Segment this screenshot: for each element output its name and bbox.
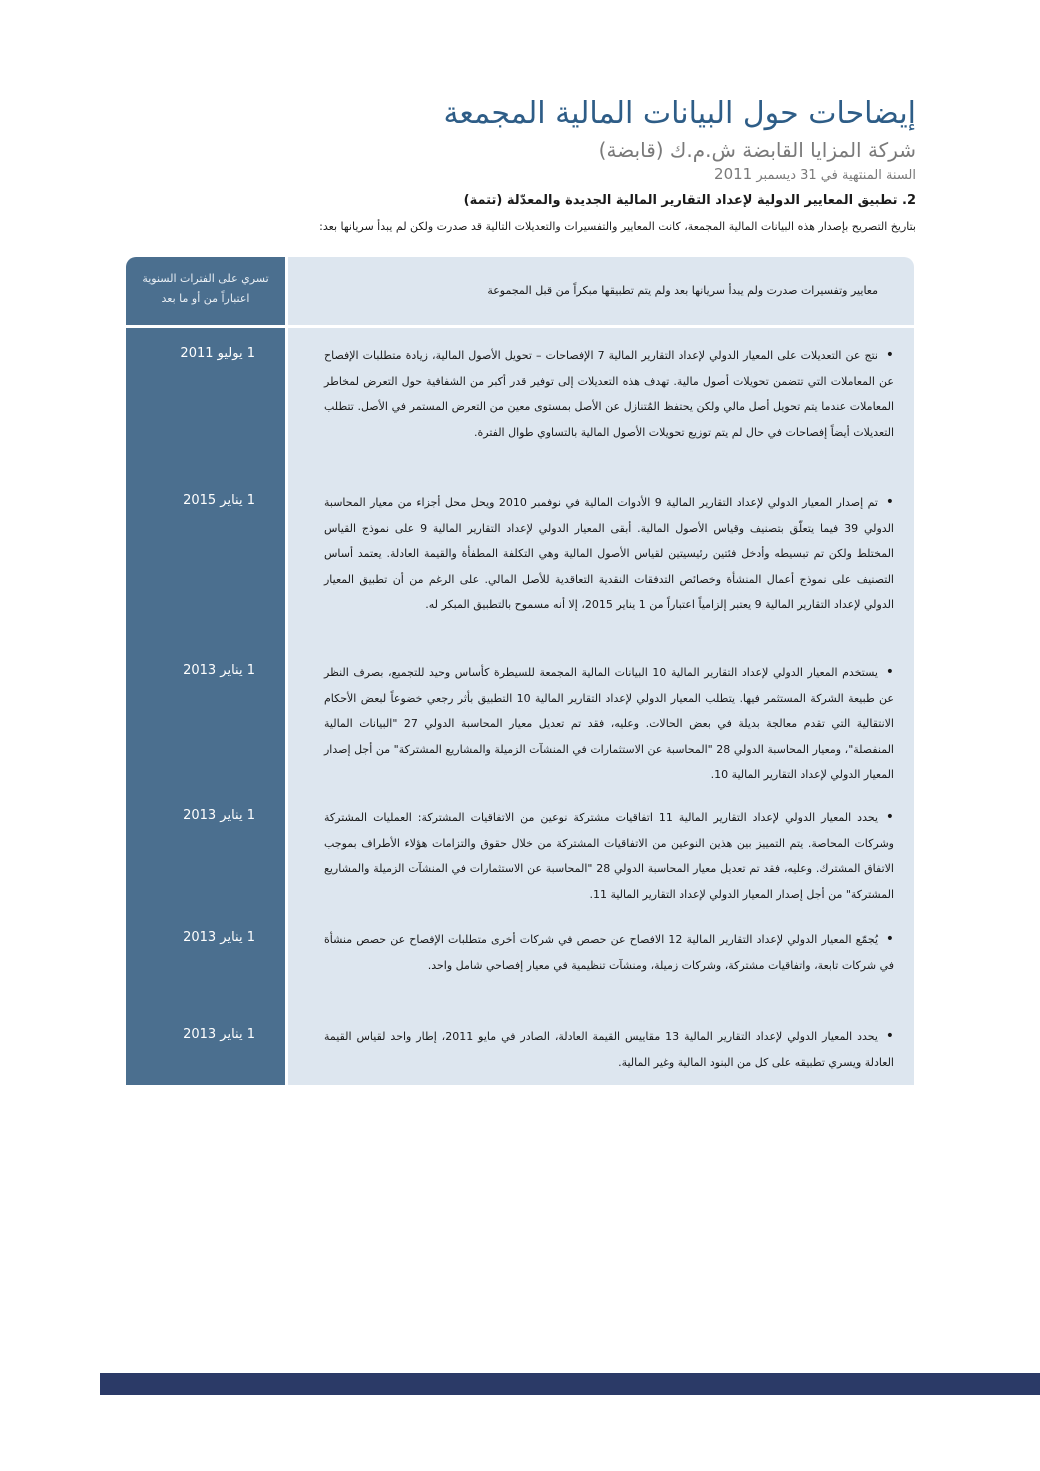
period-line xyxy=(116,164,916,186)
row-text: يحدد المعيار الدولي لإعداد التقارير المالية 13 مقاييس القيمة العادلة، الصادر في مايو 2011، إطار واحد لقياس القيمة العادلة ويسري تطبيقه على كل من البنود المالية وغير المالية. xyxy=(324,1030,894,1069)
header-divider xyxy=(126,325,914,328)
effective-date-header-line1: تسري على الفترات السنوية xyxy=(142,272,269,285)
bullet-icon: • xyxy=(885,347,894,363)
period-label: السنة المنتهية في 31 ديسمبر xyxy=(756,168,916,183)
bullet-icon: • xyxy=(885,494,894,510)
row-date: 1 يناير 2013 xyxy=(183,663,255,678)
row-text: يستخدم المعيار الدولي لإعداد التقارير المالية 10 البيانات المالية المجمعة للسيطرة كأساس وحيد للتجميع، بصرف النظر عن طبيعة الشركة المستثمر فيها. يتطلب المعيار الدولي لإعداد التقارير المالية 10 التطبيق بأثر رجعي خضوعاً لبعض الأحكام الانتقالية التي تقدم معالجة بديلة في بعض الحالات. وعليه، فقد تم تعديل معيار المحاسبة الدولي 27 "البيانات المالية المنفصلة"، ومعيار المحاسبة الدولي 28 "المحاسبة عن الاستثمارات في المنشآت الزميلة والمشاريع المشتركة" من أجل إصدار المعيار الدولي لإعداد التقارير المالية 10. xyxy=(324,666,894,781)
footer-bar xyxy=(100,1373,1040,1395)
standards-header: معايير وتفسيرات صدرت ولم يبدأ سريانها بعد ولم يتم تطبيقها مبكراً من قبل المجموعة xyxy=(487,284,878,297)
bullet-icon: • xyxy=(885,809,894,825)
company-name: شركة المزايا القابضة ش.م.ك (قابضة) xyxy=(598,138,916,162)
table-row xyxy=(288,805,914,907)
row-text: نتج عن التعديلات على المعيار الدولي لإعداد التقارير المالية 7 الإفصاحات – تحويل الأصول المالية، زيادة متطلبات الإفصاح عن المعاملات التي تتضمن تحويلات أصول مالية. تهدف هذه التعديلات إلى توفير قدر أكبر من الشفافية حول التعرض لمخاطر المعاملات عندما يتم تحويل أصل مالي ولكن يحتفظ المُتنازل عن الأصل بمستوى معين من التعرض المستمر في الأصل. تتطلب التعديلات أيضاً إفصاحات في حال لم يتم توزيع تحويلات الأصول المالية بالتساوي طوال الفترة. xyxy=(324,349,894,439)
table-row xyxy=(288,343,914,445)
section-heading: 2. تطبيق المعايير الدولية لإعداد التقارير المالية الجديدة والمعدّلة (تتمة) xyxy=(463,193,916,208)
bullet-icon: • xyxy=(885,931,895,947)
table-row xyxy=(288,660,914,788)
document-header xyxy=(116,92,916,186)
period-year: 2011 xyxy=(714,165,753,183)
row-date: 1 يوليو 2011 xyxy=(180,346,255,361)
effective-date-header-line2: اعتباراً من أو ما بعد xyxy=(161,292,250,305)
standards-table xyxy=(126,257,914,1085)
row-text: يُجمّع المعيار الدولي لإعداد التقارير المالية 12 الافصاح عن حصص في شركات أخرى متطلبات الإفصاح عن حصص منشأة في شركات تابعة، واتفاقيات مشتركة، وشركات زميلة، ومنشآت تنظيمية في معيار إفصاحي شامل واحد. xyxy=(324,933,894,972)
row-text: يحدد المعيار الدولي لإعداد التقارير المالية 11 اتفاقيات مشتركة نوعين من الاتفاقيات المشتركة: العمليات المشتركة وشركات المحاصة. يتم التمييز بين هذين النوعين من الاتفاقيات المشتركة من خلال حقوق والتزامات هؤلاء الأطراف بموجب الاتفاق المشترك. وعليه، فقد تم تعديل معيار المحاسبة الدولي 28 "المحاسبة عن الاستثمارات في المنشآت الزميلة والمشاريع المشتركة" من أجل إصدار المعيار الدولي لإعداد التقارير المالية 11. xyxy=(324,811,894,901)
table-row xyxy=(288,927,914,978)
table-row xyxy=(288,490,914,618)
row-date: 1 يناير 2015 xyxy=(183,493,255,508)
row-text: تم إصدار المعيار الدولي لإعداد التقارير المالية 9 الأدوات المالية في نوفمبر 2010 ويحل محل أجزاء من معيار المحاسبة الدولي 39 فيما يتعلّق بتصنيف وقياس الأصول المالية. أبقى المعيار الدولي لإعداد التقارير المالية 9 على نموذج القياس المختلط ولكن تم تبسيطه وأدخل فئتين رئيسيتين لقياس الأصول المالية وهي التكلفة المطفأة والقيمة العادلة. يعتمد أساس التصنيف على نموذج أعمال المنشأة وخصائص التدفقات النقدية التعاقدية للأصل المالي. على الرغم من أن تطبيق المعيار الدولي لإعداد التقارير المالية 9 يعتبر إلزامياً اعتباراً من 1 يناير 2015، إلا أنه مسموح بالتطبيق المبكر له. xyxy=(324,496,894,611)
section-intro: بتاريخ التصريح بإصدار هذه البيانات المالية المجمعة، كانت المعايير والتفسيرات والتعديلات التالية قد صدرت ولكن لم يبدأ سريانها بعد: xyxy=(319,220,916,233)
bullet-icon: • xyxy=(885,664,894,680)
document-title: إيضاحات حول البيانات المالية المجمعة xyxy=(443,96,916,131)
row-date: 1 يناير 2013 xyxy=(183,930,255,945)
effective-date-header xyxy=(126,257,285,325)
bullet-icon: • xyxy=(885,1028,894,1044)
row-date: 1 يناير 2013 xyxy=(183,1027,255,1042)
row-date: 1 يناير 2013 xyxy=(183,808,255,823)
table-row xyxy=(288,1024,914,1075)
